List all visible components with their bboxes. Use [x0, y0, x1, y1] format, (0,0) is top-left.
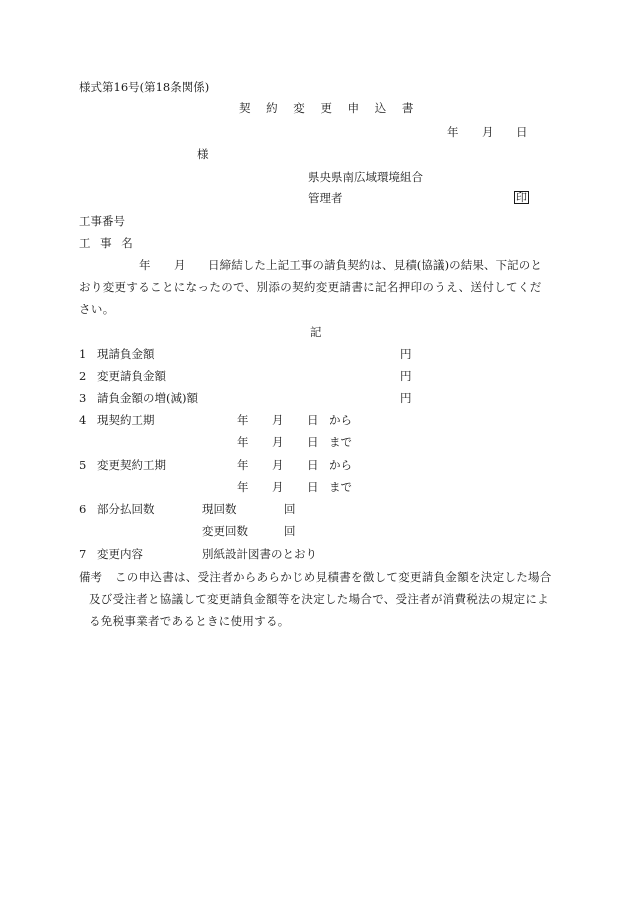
ki-heading: 記 — [310, 325, 322, 339]
addressee-suffix: 様 — [197, 147, 209, 161]
item-1-label: 現請負金額 — [97, 347, 155, 361]
item-7-label: 変更内容 — [97, 547, 143, 561]
form-number: 様式第16号(第18条関係) — [79, 80, 210, 94]
item-5-to: まで — [329, 480, 352, 494]
item-4-from: から — [329, 413, 352, 427]
item-2-number: 2 — [79, 369, 87, 383]
item-5-month-2: 月 — [272, 480, 284, 494]
date-month: 月 — [482, 125, 494, 139]
document-title: 契 約 変 更 申 込 書 — [239, 101, 420, 115]
item-5-day: 日 — [307, 458, 319, 472]
item-6-current: 現回数 — [202, 502, 237, 516]
remarks-label: 備考 — [79, 570, 102, 584]
project-number-label: 工事番号 — [79, 214, 125, 228]
item-5-month: 月 — [272, 458, 284, 472]
item-6-number: 6 — [79, 502, 87, 516]
item-1-unit: 円 — [400, 347, 412, 361]
item-4-day-2: 日 — [307, 435, 319, 449]
item-5-number: 5 — [79, 458, 87, 472]
item-4-day: 日 — [307, 413, 319, 427]
body-line-2: おり変更することになったので、別添の契約変更請書に記名押印のうえ、送付してください。 — [79, 280, 542, 316]
item-7-number: 7 — [79, 547, 87, 561]
item-1-number: 1 — [79, 347, 87, 361]
item-5-year-2: 年 — [237, 480, 249, 494]
sender-role: 管理者 — [308, 191, 343, 205]
item-3-unit: 円 — [400, 391, 412, 405]
item-4-year: 年 — [237, 413, 249, 427]
item-2-unit: 円 — [400, 369, 412, 383]
item-6-changed: 変更回数 — [202, 524, 248, 538]
sender-organization: 県央県南広域環境組合 — [308, 170, 423, 184]
seal-mark: 印 — [516, 191, 527, 204]
date-year: 年 — [447, 125, 459, 139]
item-7-value: 別紙設計図書のとおり — [202, 547, 317, 561]
item-5-label: 変更契約工期 — [97, 458, 166, 472]
item-4-label: 現契約工期 — [97, 413, 155, 427]
item-6-unit-2: 回 — [284, 524, 296, 538]
item-3-number: 3 — [79, 391, 87, 405]
item-4-number: 4 — [79, 413, 87, 427]
item-6-unit: 回 — [284, 502, 296, 516]
item-4-to: まで — [329, 435, 352, 449]
item-2-label: 変更請負金額 — [97, 369, 166, 383]
body-month: 月 — [174, 258, 186, 272]
item-3-label: 請負金額の増(減)額 — [97, 391, 198, 405]
remarks-text: この申込書は、受注者からあらかじめ見積書を徴して変更請負金額を決定した場合及び受注者と協議して変更請負金額等を決定した場合で、受注者が消費税法の規定による免税事業者であるときに使用する。 — [89, 570, 552, 628]
item-5-day-2: 日 — [307, 480, 319, 494]
item-6-label: 部分払回数 — [97, 502, 155, 516]
item-5-year: 年 — [237, 458, 249, 472]
item-4-year-2: 年 — [237, 435, 249, 449]
body-line-1: 日締結した上記工事の請負契約は、見積(協議)の結果、下記のと — [208, 258, 542, 272]
date-day: 日 — [516, 125, 528, 139]
body-year: 年 — [139, 258, 151, 272]
item-4-month-2: 月 — [272, 435, 284, 449]
project-name-label: 工 事 名 — [79, 236, 136, 250]
item-4-month: 月 — [272, 413, 284, 427]
item-5-from: から — [329, 458, 352, 472]
